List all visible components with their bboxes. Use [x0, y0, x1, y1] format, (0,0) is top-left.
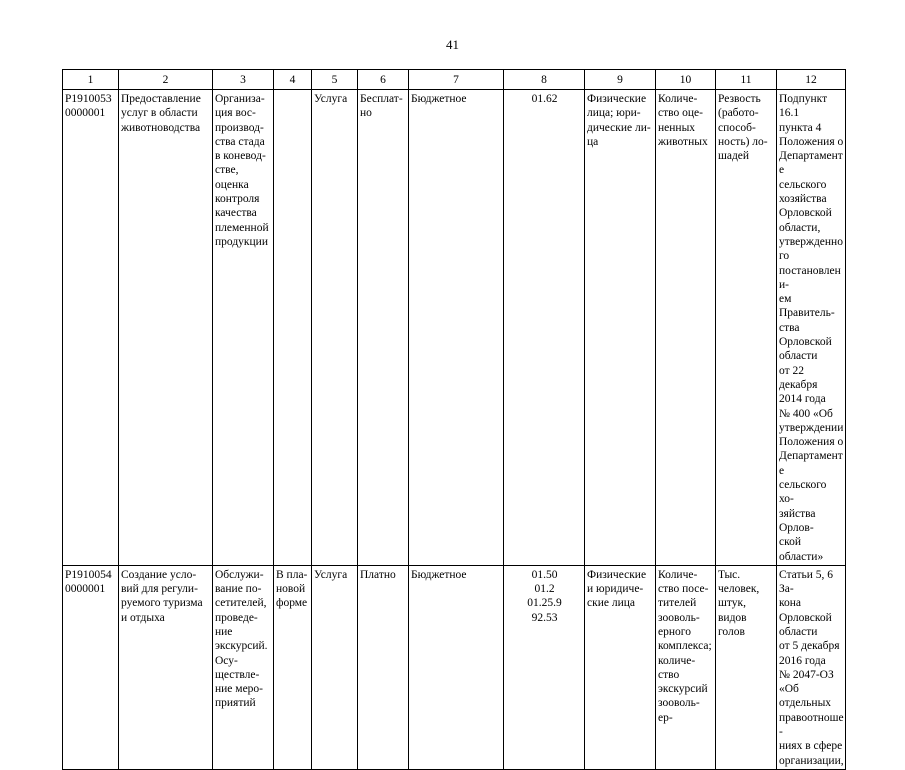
- page-number: 41: [446, 37, 459, 52]
- service-content-cell: Обслужи- вание по- сетителей, проведе- ние экскурсий. Осу- ществле- ние меро- приятий: [213, 565, 274, 769]
- quality-indicator-cell: Тыс. человек, штук, видов голов: [716, 565, 777, 769]
- column-number-header: 11: [716, 70, 777, 90]
- table-header-row: [63, 70, 846, 90]
- services-table: [62, 69, 846, 770]
- column-number-header: 6: [358, 70, 409, 90]
- column-number-header: 4: [274, 70, 312, 90]
- column-number-header: 8: [504, 70, 585, 90]
- column-number-header: 12: [777, 70, 846, 90]
- column-number-header: 5: [312, 70, 358, 90]
- table-row: [63, 90, 846, 566]
- institution-type-cell: Бюджетное: [409, 565, 504, 769]
- institution-type-cell: Бюджетное: [409, 90, 504, 566]
- service-name-cell: Предоставление услуг в области животноводства: [119, 90, 213, 566]
- column-number-header: 3: [213, 70, 274, 90]
- service-content-cell: Организа- ция вос- производ- ства стада в коневод- стве, оценка контроля качества племенной продукции: [213, 90, 274, 566]
- service-form-cell: В пла- новой форме: [274, 565, 312, 769]
- registry-number-cell: P1910053 0000001: [63, 90, 119, 566]
- column-number-header: 2: [119, 70, 213, 90]
- legal-basis-cell: Статьи 5, 6 За- кона Орловской области от 5 декабря 2016 года № 2047-ОЗ «Об отдельных правоотноше- ниях в сфере организации,: [777, 565, 846, 769]
- table-row: [63, 565, 846, 769]
- legal-basis-cell: Подпункт 16.1 пункта 4 Положения о Департаменте сельского хозяйства Орловской области, утвержденного постановлени- ем Правитель- ства Орловской области от 22 декабря 2014 года № 400 «Об утверждении Положения о Департаменте сельского хо- зяйства Орлов- ской области»: [777, 90, 846, 566]
- volume-indicator-cell: Количе- ство посе- тителей зооволь- ерного комплекса; количе- ство экскурсий зооволь- ер-: [656, 565, 716, 769]
- column-number-header: 10: [656, 70, 716, 90]
- column-number-header: 7: [409, 70, 504, 90]
- service-form-cell: [274, 90, 312, 566]
- payment-cell: Платно: [358, 565, 409, 769]
- okved-code-cell: 01.50 01.2 01.25.9 92.53: [504, 565, 585, 769]
- column-number-header: 9: [585, 70, 656, 90]
- okved-code-cell: 01.62: [504, 90, 585, 566]
- payment-cell: Бесплат- но: [358, 90, 409, 566]
- quality-indicator-cell: Резвость (работо- способ- ность) ло- шадей: [716, 90, 777, 566]
- consumers-cell: Физические и юридиче- ские лица: [585, 565, 656, 769]
- service-type-cell: Услуга: [312, 565, 358, 769]
- registry-number-cell: P1910054 0000001: [63, 565, 119, 769]
- service-type-cell: Услуга: [312, 90, 358, 566]
- column-number-header: 1: [63, 70, 119, 90]
- consumers-cell: Физические лица; юри- дические ли- ца: [585, 90, 656, 566]
- service-name-cell: Создание усло- вий для регули- руемого туризма и отдыха: [119, 565, 213, 769]
- volume-indicator-cell: Количе- ство оце- ненных животных: [656, 90, 716, 566]
